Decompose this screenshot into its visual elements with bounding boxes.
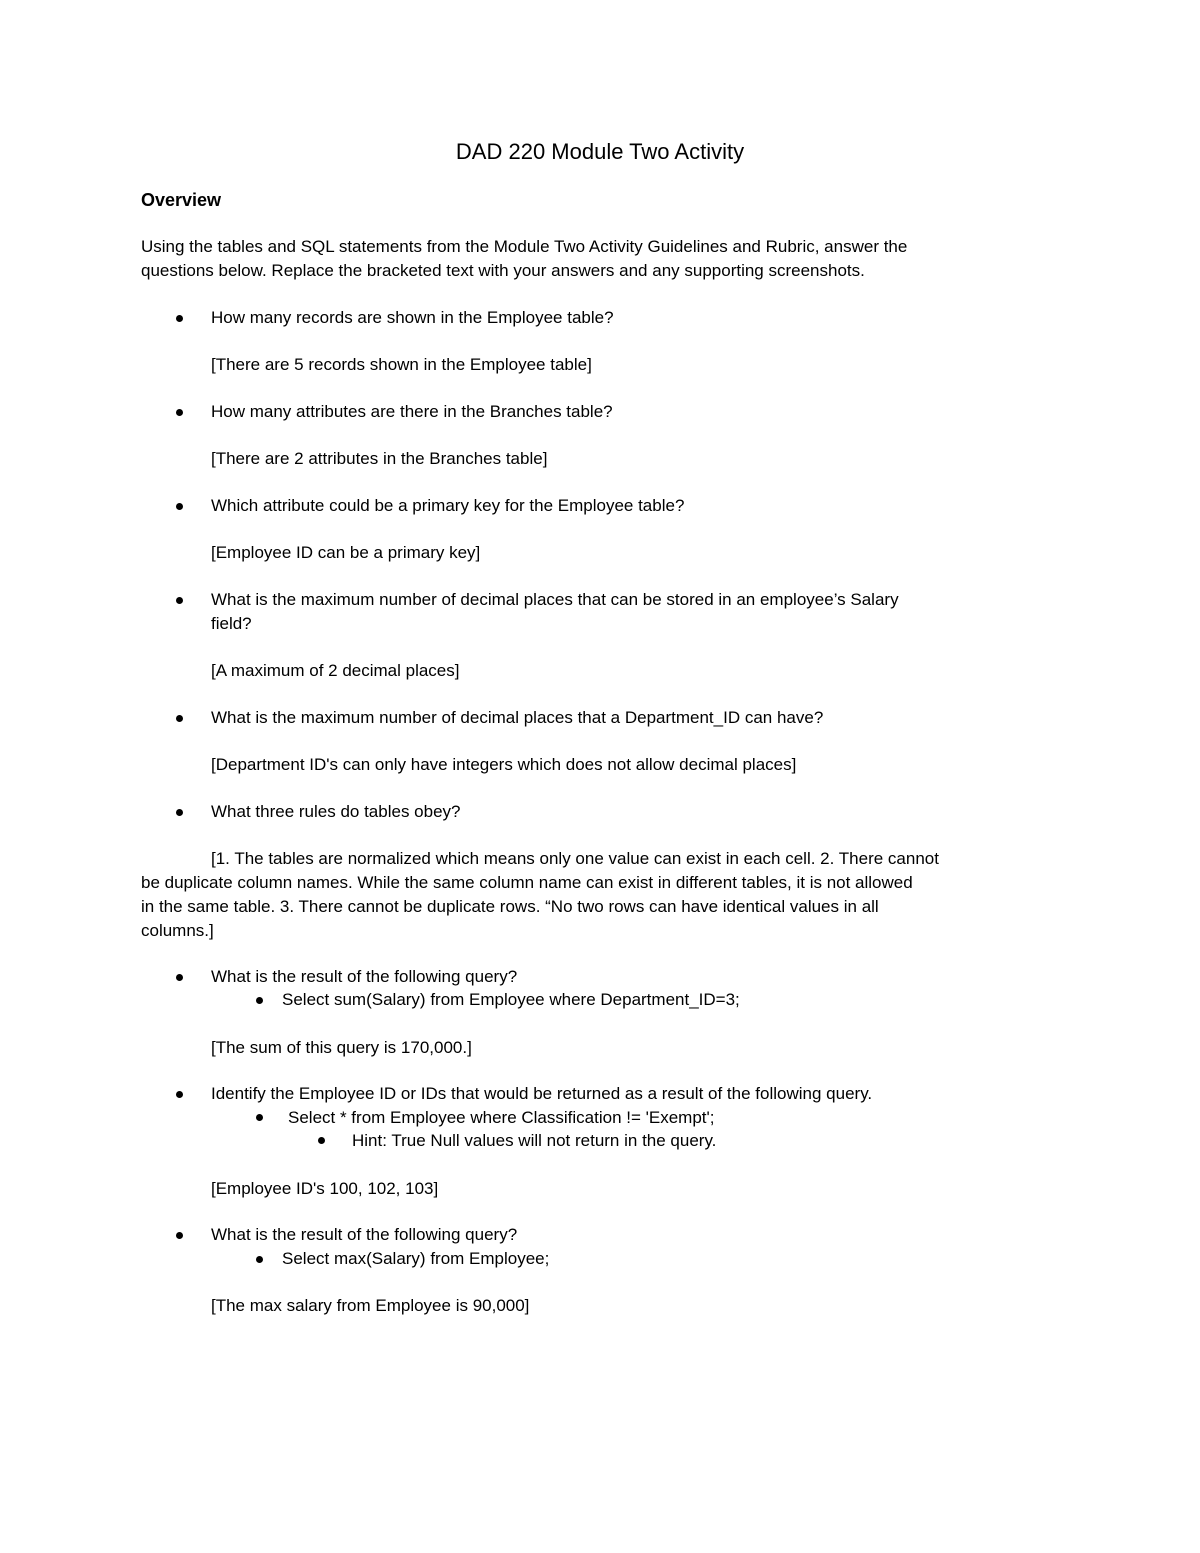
answer-1: [There are 5 records shown in the Employee table] xyxy=(211,355,592,374)
answer-6-line-2: be duplicate column names. While the same column name can exist in different tables, it is not allowed xyxy=(141,873,913,892)
answer-9: [The max salary from Employee is 90,000] xyxy=(211,1296,530,1315)
query-9: Select max(Salary) from Employee; xyxy=(282,1249,550,1268)
answer-3: [Employee ID can be a primary key] xyxy=(211,543,481,562)
document-title: DAD 220 Module Two Activity xyxy=(455,139,745,164)
answer-6-line-3: in the same table. 3. There cannot be duplicate rows. “No two rows can have identical values in all xyxy=(141,897,879,916)
section-heading-overview: Overview xyxy=(141,190,222,210)
answer-8: [Employee ID's 100, 102, 103] xyxy=(211,1179,439,1198)
question-5: What is the maximum number of decimal places that a Department_ID can have? xyxy=(211,708,824,727)
question-1: How many records are shown in the Employee table? xyxy=(211,308,614,327)
question-4-line-2: field? xyxy=(211,614,252,633)
question-6: What three rules do tables obey? xyxy=(211,802,461,821)
answer-6-line-1: [1. The tables are normalized which means only one value can exist in each cell. 2. There cannot xyxy=(211,849,939,868)
bullet-icon xyxy=(176,315,183,322)
bullet-icon xyxy=(176,597,183,604)
intro-line-1: Using the tables and SQL statements from the Module Two Activity Guidelines and Rubric, answer the xyxy=(141,237,908,256)
question-4-line-1: What is the maximum number of decimal places that can be stored in an employee’s Salary xyxy=(211,590,899,609)
query-8: Select * from Employee where Classification != 'Exempt'; xyxy=(288,1108,715,1127)
bullet-icon xyxy=(176,974,183,981)
answer-7: [The sum of this query is 170,000.] xyxy=(211,1038,472,1057)
query-7: Select sum(Salary) from Employee where Department_ID=3; xyxy=(282,990,740,1009)
bullet-icon xyxy=(176,1232,183,1239)
bullet-icon xyxy=(256,1256,263,1263)
answer-4: [A maximum of 2 decimal places] xyxy=(211,661,460,680)
bullet-icon xyxy=(256,1114,263,1121)
intro-line-2: questions below. Replace the bracketed text with your answers and any supporting screenshots. xyxy=(141,261,865,280)
bullet-icon xyxy=(176,809,183,816)
question-8: Identify the Employee ID or IDs that would be returned as a result of the following query. xyxy=(211,1084,873,1103)
question-7: What is the result of the following query? xyxy=(211,967,518,986)
question-3: Which attribute could be a primary key for the Employee table? xyxy=(211,496,685,515)
bullet-icon xyxy=(318,1137,325,1144)
bullet-icon xyxy=(176,409,183,416)
answer-6-line-4: columns.] xyxy=(141,921,214,940)
hint-8: Hint: True Null values will not return in the query. xyxy=(352,1131,717,1150)
bullet-icon xyxy=(256,997,263,1004)
question-2: How many attributes are there in the Branches table? xyxy=(211,402,613,421)
bullet-icon xyxy=(176,1091,183,1098)
answer-2: [There are 2 attributes in the Branches table] xyxy=(211,449,548,468)
question-9: What is the result of the following query? xyxy=(211,1225,518,1244)
bullet-icon xyxy=(176,715,183,722)
answer-5: [Department ID's can only have integers which does not allow decimal places] xyxy=(211,755,797,774)
bullet-icon xyxy=(176,503,183,510)
